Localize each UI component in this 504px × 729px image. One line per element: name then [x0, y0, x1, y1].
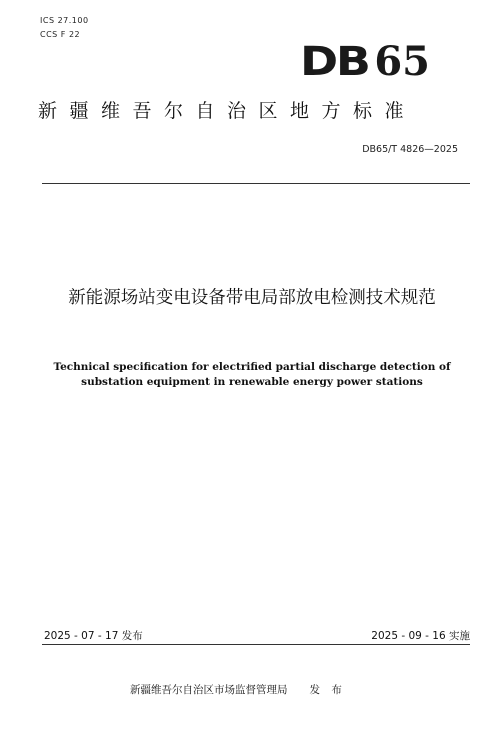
top-divider [42, 183, 470, 184]
issuer-action: 发 布 [309, 684, 346, 696]
logo-number: 65 [374, 38, 430, 85]
issuer-name: 新疆维吾尔自治区市场监督管理局 [130, 684, 288, 696]
title-english: Technical specification for electrified partial discharge detection of substation equipment in renewable energy power stations [53, 361, 451, 388]
ics-code: ICS 27.100 [40, 16, 89, 25]
issuer-line [130, 682, 346, 697]
standard-category: 新疆维吾尔自治区地方标准 [38, 100, 417, 122]
bottom-divider [42, 644, 470, 645]
effective-date: 2025 - 09 - 16 实施 [371, 630, 470, 642]
logo-letters: DB [299, 39, 369, 85]
title-chinese: 新能源场站变电设备带电局部放电检测技术规范 [68, 288, 436, 308]
standard-code: DB65/T 4826—2025 [362, 144, 458, 155]
db65-logo [299, 38, 430, 85]
publish-date: 2025 - 07 - 17 发布 [44, 630, 143, 642]
ccs-code: CCS F 22 [40, 30, 81, 39]
